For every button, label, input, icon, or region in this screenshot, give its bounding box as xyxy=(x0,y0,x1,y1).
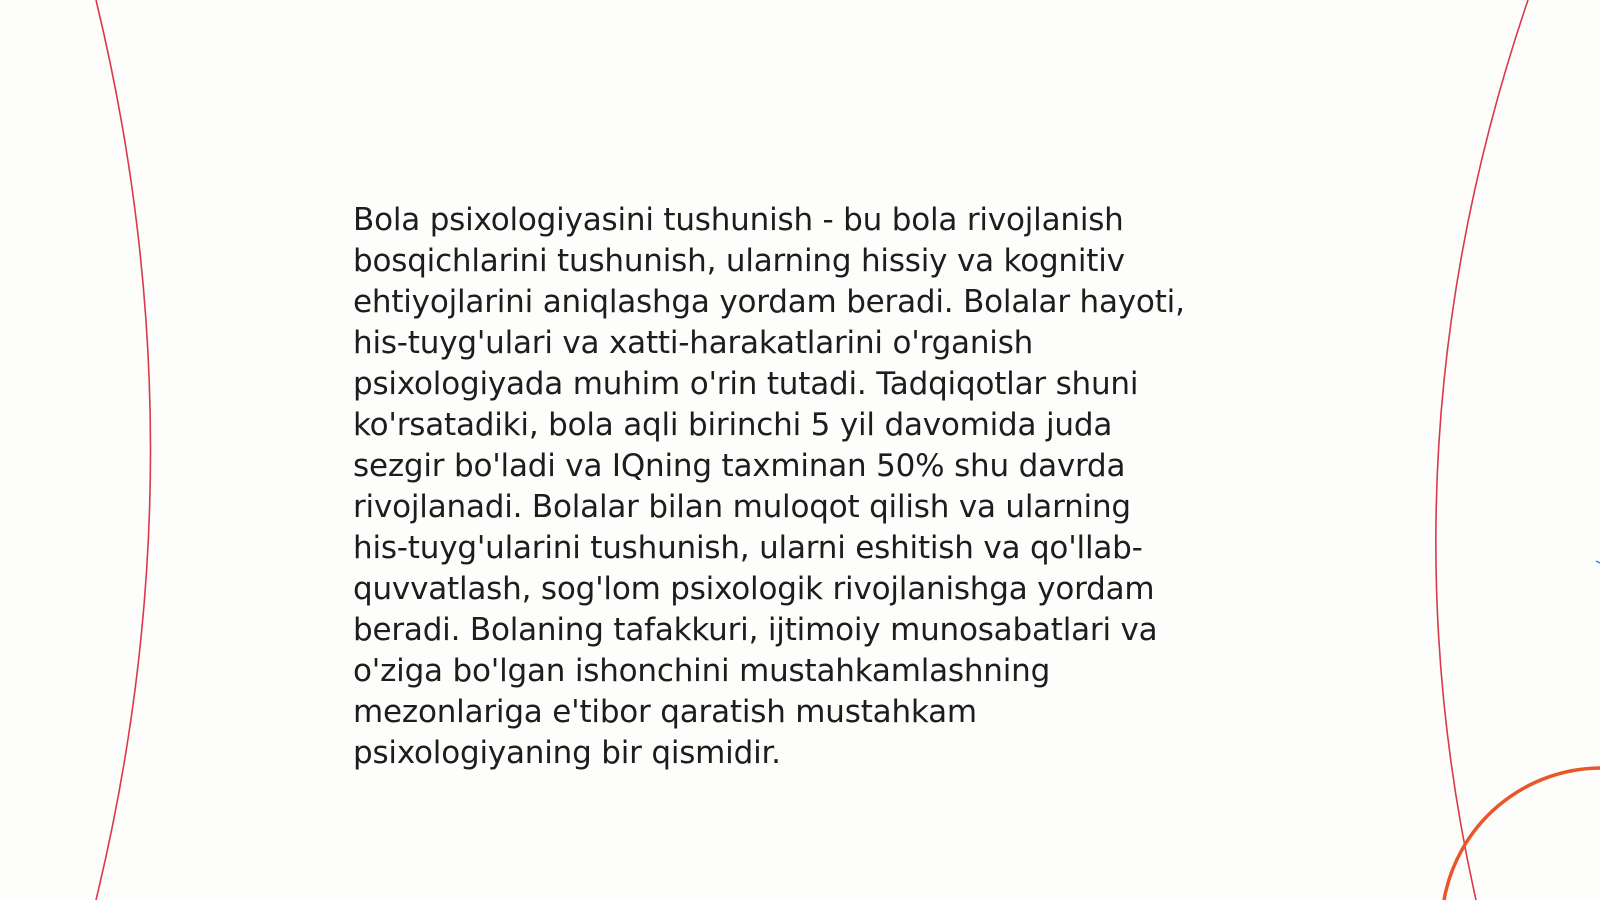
blue-tick-mark xyxy=(1596,561,1600,563)
body-line: mezonlariga e'tibor qaratish mustahkam xyxy=(353,694,977,730)
body-line: sezgir bo'ladi va IQning taxminan 50% shu davrda xyxy=(353,448,1126,484)
body-line: psixologiyada muhim o'rin tutadi. Tadqiqotlar shuni xyxy=(353,366,1139,402)
body-line: quvvatlash, sog'lom psixologik rivojlanishga yordam xyxy=(353,571,1155,607)
body-line: beradi. Bolaning tafakkuri, ijtimoiy munosabatlari va xyxy=(353,612,1158,648)
body-line: o'ziga bo'lgan ishonchini mustahkamlashning xyxy=(353,653,1051,689)
body-line: ko'rsatadiki, bola aqli birinchi 5 yil davomida juda xyxy=(353,407,1113,443)
body-line: bosqichlarini tushunish, ularning hissiy va kognitiv xyxy=(353,243,1125,279)
right-curve-line xyxy=(1436,0,1528,900)
left-curve-line xyxy=(96,0,151,900)
body-line: ehtiyojlarini aniqlashga yordam beradi. Bolalar hayoti, xyxy=(353,284,1185,320)
slide-body-text xyxy=(353,200,1253,774)
body-line: his-tuyg'ulari va xatti-harakatlarini o'rganish xyxy=(353,325,1034,361)
body-line: rivojlanadi. Bolalar bilan muloqot qilish va ularning xyxy=(353,489,1131,525)
body-line: his-tuyg'ularini tushunish, ularni eshitish va qo'llab- xyxy=(353,530,1143,566)
body-line: psixologiyaning bir qismidir. xyxy=(353,735,781,771)
orange-arc xyxy=(1444,768,1600,900)
body-line: Bola psixologiyasini tushunish - bu bola rivojlanish xyxy=(353,202,1124,238)
